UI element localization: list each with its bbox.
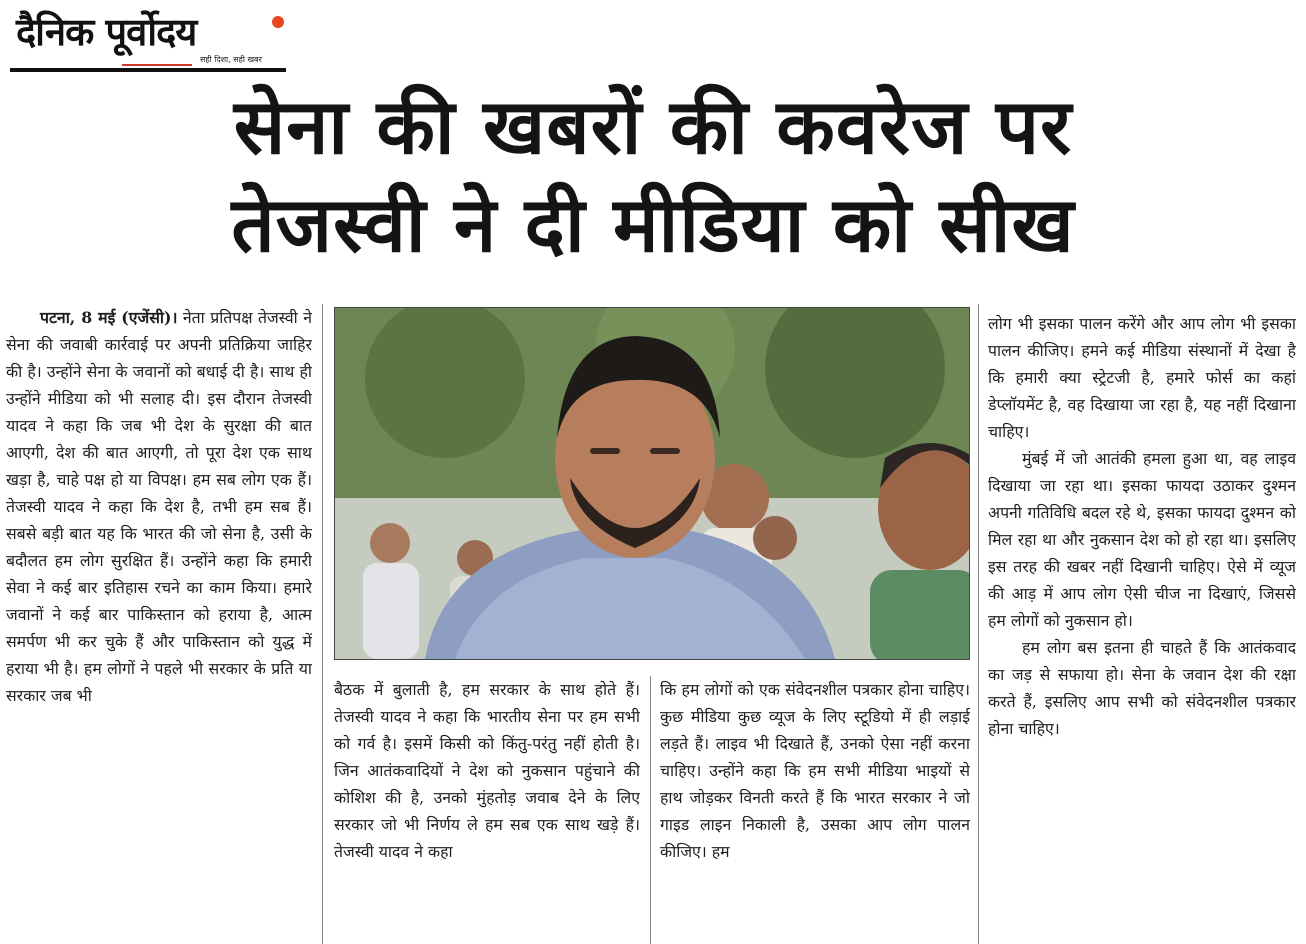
column-3-text: कि हम लोगों को एक संवेदनशील पत्रकार होना चाहिए। कुछ मीडिया कुछ व्यूज के लिए स्टूडियो में ही लड़ाई लड़ते हैं। लाइव भी दिखाते हैं, उनको ऐसा नहीं करना चाहिए। उन्होंने कहा कि हम सभी मीडिया भाइयों से हाथ जोड़कर विनती करते हैं कि भारत सरकार ने जो गाइड लाइन निकाली है, उसका आप लोग पालन कीजिए। हम [660, 680, 970, 861]
column-4-paragraph-3: हम लोग बस इतना ही चाहते हैं कि आतंकवाद का जड़ से सफाया हो। सेना के जवान देश की रक्षा करते हैं, इसलिए आप सभी को संवेदनशील पत्रकार होना चाहिए। [988, 638, 1296, 738]
headline-line-2: तेजस्वी ने दी मीडिया को सीख [231, 180, 1075, 269]
article-column-4 [988, 310, 1296, 944]
news-photo-icon [335, 308, 969, 659]
newspaper-name: दैनिक पूर्वोदय [16, 10, 197, 54]
column-2-text: बैठक में बुलाती है, हम सरकार के साथ होते हैं। तेजस्वी यादव ने कहा कि भारतीय सेना पर हम सभी को गर्व है। इसमें किसी को किंतु-परंतु नहीं होती है। जिन आतंकवादियों ने देश को नुकसान पहुंचाने की कोशिश की है, उनको मुंहतोड़ जवाब देने के लिए सरकार जो भी निर्णय ले हम सब एक साथ खड़े हैं। तेजस्वी यादव ने कहा [334, 680, 640, 861]
headline [40, 78, 1266, 274]
column-4-paragraph-1: लोग भी इसका पालन करेंगे और आप लोग भी इसका पालन कीजिए। हमने कई मीडिया संस्थानों में देखा है कि हमारी क्या स्ट्रेटजी है, हमारे फोर्स का कहां डेप्लॉयमेंट है, वह दिखाया जा रहा है, यह नहीं दिखाना चाहिए। [988, 314, 1296, 441]
headline-line-1: सेना की खबरों की कवरेज पर [233, 82, 1073, 171]
column-divider [322, 304, 323, 944]
article-column-3 [660, 676, 970, 944]
article-column-2 [334, 676, 640, 944]
masthead-accent-rule [122, 64, 192, 66]
masthead-dot-icon [272, 16, 284, 28]
newspaper-tagline: सही दिशा, सही खबर [200, 55, 262, 64]
column-1-text: नेता प्रतिपक्ष तेजस्वी ने सेना की जवाबी कार्रवाई पर अपनी प्रतिक्रिया जाहिर की है। उन्होंने सेना के जवानों को बधाई दी है। साथ ही उन्होंने मीडिया को भी सलाह दी। इस दौरान तेजस्वी यादव ने कहा कि जब भी देश के सुरक्षा की बात आएगी, देश की बात आएगी, तो पूरा देश एक साथ खड़ा है, चाहे पक्ष हो या विपक्ष। हम सब लोग एक हैं। तेजस्वी यादव ने कहा कि देश है, तभी हम सब हैं। सबसे बड़ी बात यह कि भारत की जो सेना है, उसी के बदौलत हम लोग सुरक्षित हैं। उन्होंने कहा कि हमारी सेवा ने कई बार इतिहास रचने का काम किया। हमारे जवानों ने कई बार पाकिस्तान को हराया है, आत्म समर्पण भी कर चुके हैं और पाकिस्तान को युद्ध में हराया भी है। हम लोगों ने पहले भी सरकार के प्रति या सरकार जब भी [6, 308, 312, 705]
masthead [10, 6, 286, 72]
article-column-1 [6, 304, 312, 944]
column-divider [978, 304, 979, 944]
dateline: पटना, 8 मई (एजेंसी)। [40, 308, 178, 327]
masthead-rule [10, 68, 286, 72]
column-divider [650, 676, 651, 944]
column-4-paragraph-2: मुंबई में जो आतंकी हमला हुआ था, वह लाइव दिखाया जा रहा था। इसका फायदा उठाकर दुश्मन अपनी गतिविधि बदल रहे थे, इसका फायदा दुश्मन को मिल रहा था और नुकसान देश को हो रहा था। इसलिए इस तरह की खबर नहीं दिखानी चाहिए। ऐसे में व्यूज की आड़ में आप लोग ऐसी चीज ना दिखाएं, जिससे हम लोगों को नुकसान हो। [988, 449, 1296, 630]
news-photo [334, 307, 970, 660]
